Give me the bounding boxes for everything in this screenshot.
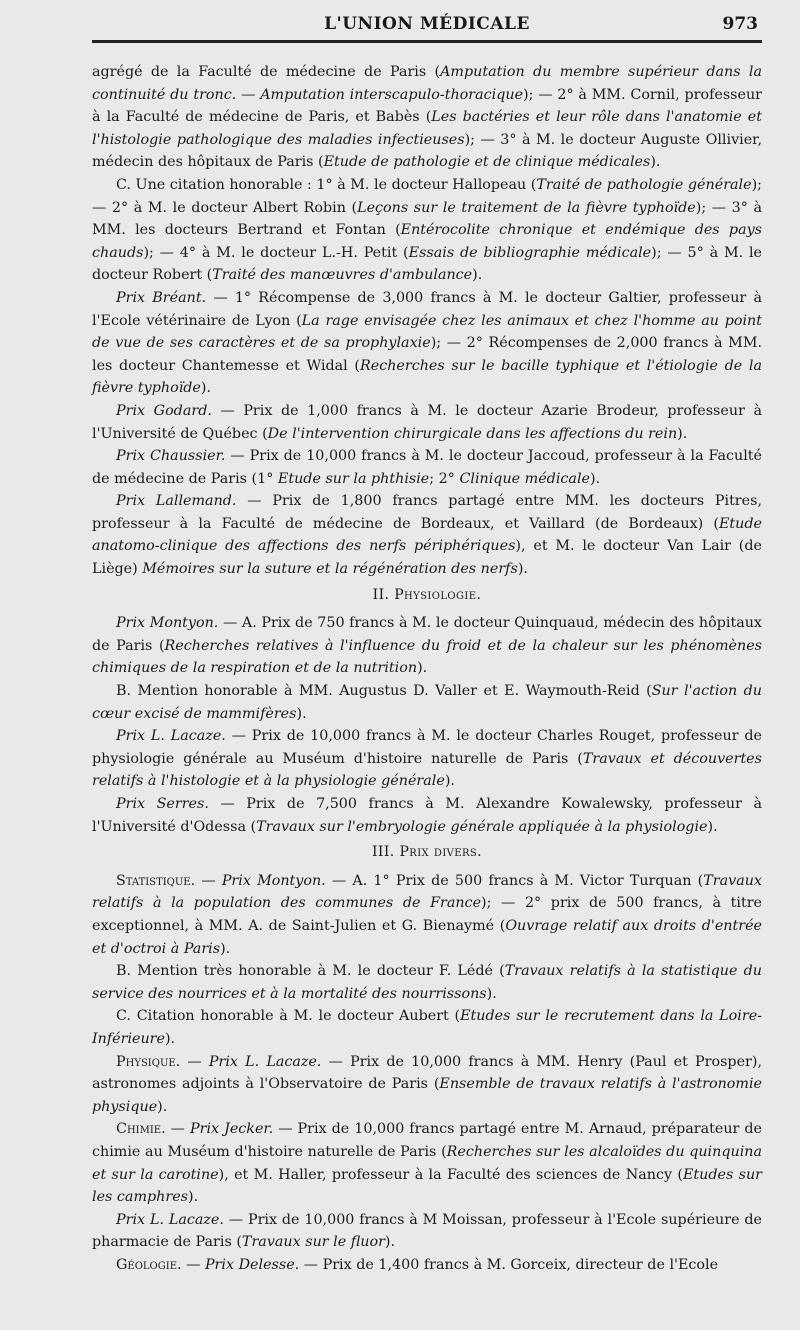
text-run: — Prix de 10,000 francs à M. le docteur Jaccoud, professeur à la Faculté de médecine de Paris (1° xyxy=(92,448,763,487)
running-header xyxy=(92,0,762,43)
italic-text: Travaux sur le fluor xyxy=(241,1234,385,1251)
text-run: ); — 4° à M. le docteur L.-H. Petit ( xyxy=(143,244,409,261)
paragraph xyxy=(92,174,762,287)
paragraph xyxy=(92,1118,762,1208)
text-run: ). xyxy=(486,985,497,1002)
text-run: ). xyxy=(707,818,718,835)
text-run: agrégé de la Faculté de médecine de Paris ( xyxy=(92,64,441,80)
smallcaps-text: II. Physiologie. xyxy=(372,586,482,603)
paragraph xyxy=(92,287,762,400)
italic-text: Prix Montyon. xyxy=(221,872,326,889)
text-run: C. Une citation honorable : 1° à M. le docteur Hallopeau ( xyxy=(116,176,537,193)
text-run: ). xyxy=(157,1098,168,1115)
text-run: ). xyxy=(650,154,661,171)
text-run: ). xyxy=(384,1234,396,1251)
italic-text: Traité des manœuvres d'ambulance xyxy=(212,267,473,284)
text-run: ); — 3° à M. le docteur Auguste Ollivier, médecin des hôpitaux de Paris ( xyxy=(92,131,762,171)
italic-text: Ouvrage relatif aux droits d'entrée et d'octroi à Paris xyxy=(92,917,762,957)
italic-text: Prix Lallemand. xyxy=(116,493,237,510)
text-run: ). xyxy=(164,1030,176,1047)
text-run: ). xyxy=(188,1189,199,1206)
italic-text: Travaux sur l'embryologie générale appliquée à la physiologie xyxy=(256,818,708,835)
text-run: — Prix de 10,000 francs à M Moissan, professeur à l'Ecole supérieure de pharmacie de Paris ( xyxy=(92,1211,762,1251)
italic-text: Prix L. Lacaze. xyxy=(208,1053,322,1070)
italic-text: Les bactéries et leur rôle dans l'anatomie et l'histologie pathologique des maladies infectieuses xyxy=(92,109,762,148)
paragraph xyxy=(92,1005,762,1050)
italic-text: La rage envisagée chez les animaux et chez l'homme au point de vue de ses caractères et de sa prophylaxie xyxy=(92,312,762,352)
text-run: ). xyxy=(472,267,483,284)
text-run: — Prix de 10,000 francs à MM. Henry (Paul et Prosper), astronomes adjoints à l'Observatoire de Paris ( xyxy=(92,1053,762,1093)
text-run: — Prix de 1,000 francs à M. le docteur Azarie Brodeur, professeur à l'Université de Québec ( xyxy=(92,402,762,442)
italic-text: Leçons sur le traitement de la fièvre typhoïde xyxy=(357,199,696,216)
paragraph xyxy=(92,1051,762,1119)
section-heading xyxy=(92,584,762,607)
smallcaps-text: Physique. xyxy=(116,1053,181,1070)
italic-text: Etude anatomo-clinique des affections des nerfs périphériques xyxy=(92,515,762,555)
paragraph xyxy=(92,400,762,445)
italic-text: Prix Bréant. xyxy=(116,289,207,306)
paragraph xyxy=(92,445,762,490)
italic-text: Travaux relatifs à la statistique du service des nourrices et à la mortalité des nourrissons xyxy=(92,963,762,1002)
text-run: ). xyxy=(200,380,212,397)
text-run: ). xyxy=(517,561,528,578)
italic-text: Etudes sur les camphres xyxy=(92,1166,762,1206)
text-run: — A. 1° Prix de 500 francs à M. Victor Turquan ( xyxy=(325,872,704,889)
text-run: B. Mention très honorable à M. le docteur F. Lédé ( xyxy=(116,963,505,980)
italic-text: Prix L. Lacaze. xyxy=(116,1211,224,1228)
text-run: ; 2° xyxy=(429,470,460,487)
text-run: — xyxy=(181,1256,205,1273)
italic-text: Prix Chaussier. xyxy=(116,448,226,465)
text-run: ). xyxy=(444,773,455,790)
paragraph xyxy=(92,793,762,838)
text-run: ). xyxy=(417,660,428,677)
italic-text: Recherches sur les alcaloïdes du quinquina et sur la carotine xyxy=(92,1143,762,1183)
text-run: ), et M. Haller, professeur à la Faculté des sciences de Nancy ( xyxy=(218,1166,683,1183)
paragraph xyxy=(92,870,762,960)
smallcaps-text: Statistique. xyxy=(116,872,196,889)
italic-text: Entérocolite chronique et endémique des pays chauds xyxy=(92,222,763,261)
text-run: — xyxy=(180,1053,209,1070)
text-run: — xyxy=(195,872,222,889)
text-run: — Prix de 7,500 francs à M. Alexandre Kowalewsky, professeur à l'Université d'Odessa ( xyxy=(92,796,762,835)
text-run: ); — 3° à MM. les docteurs Bertrand et Fontan ( xyxy=(92,199,763,239)
italic-text: Recherches sur le bacille typhique et l'étiologie de la fièvre typhoïde xyxy=(92,357,762,397)
italic-text: Traité de pathologie générale xyxy=(536,176,752,193)
italic-text: Prix Montyon. xyxy=(116,615,219,632)
text-run: — Prix de 10,000 francs partagé entre M. Arnaud, préparateur de chimie au Muséum d'histoire naturelle de Paris ( xyxy=(92,1121,762,1160)
italic-text: Prix Serres. xyxy=(116,796,209,812)
text-run: ); — 5° à M. le docteur Robert ( xyxy=(92,244,762,284)
text-run: ), et M. le docteur Van Lair (de Liège) xyxy=(92,538,762,578)
italic-text: Essais de bibliographie médicale xyxy=(408,244,652,261)
italic-text: Etude sur la phthisie xyxy=(277,470,430,487)
text-run: — A. Prix de 750 francs à M. le docteur Quinquaud, médecin des hôpitaux de Paris ( xyxy=(92,615,762,654)
text-run: ). xyxy=(589,470,601,487)
paragraph xyxy=(92,61,762,174)
paragraph xyxy=(92,725,762,793)
text-run: ); — 2° à M. le docteur Albert Robin ( xyxy=(92,176,762,216)
italic-text: Mémoires sur la suture et la régénération des nerfs xyxy=(142,561,518,578)
italic-text: Travaux relatifs à la population des communes de France xyxy=(92,872,762,912)
text-run: ); — 2° Récompenses de 2,000 francs à MM. les docteur Chantemesse et Widal ( xyxy=(92,335,762,374)
text-run: ). xyxy=(220,940,231,957)
text-run: — Prix de 1,400 francs à M. Gorceix, directeur de l'Ecole xyxy=(299,1256,719,1273)
paragraph xyxy=(92,960,762,1005)
article-body xyxy=(92,43,762,1276)
paragraph xyxy=(92,1254,762,1277)
smallcaps-text: III. Prix divers. xyxy=(371,844,483,861)
text-run: — xyxy=(165,1121,190,1138)
section-heading xyxy=(92,841,762,864)
text-run: — Prix de 10,000 francs à M. le docteur Charles Rouget, professeur de physiologie générale au Muséum d'histoire naturelle de Paris ( xyxy=(92,728,762,767)
italic-text: Prix Delesse. xyxy=(204,1256,300,1273)
text-run: ); — 2° à MM. Cornil, professeur à la Faculté de médecine de Paris, et Babès ( xyxy=(92,86,762,126)
text-run: — Prix de 1,800 francs partagé entre MM. les docteurs Pitres, professeur à la Faculté de médecine de Bordeaux, et Vaillard (de Bordeaux) ( xyxy=(92,493,762,532)
paragraph xyxy=(92,1209,762,1254)
italic-text: Recherches relatives à l'influence du froid et de la chaleur sur les phénomènes chimiques de la respiration et de la nutrition xyxy=(92,637,763,677)
text-run: C. Citation honorable à M. le docteur Aubert ( xyxy=(116,1008,461,1025)
paragraph xyxy=(92,490,762,580)
italic-text: Sur l'action du cœur excisé de mammifères xyxy=(92,683,763,722)
text-run: B. Mention honorable à MM. Augustus D. Valler et E. Waymouth-Reid ( xyxy=(116,683,652,700)
text-run: — 1° Récompense de 3,000 francs à M. le docteur Galtier, professeur à l'Ecole vétérinaire de Lyon ( xyxy=(92,289,762,329)
italic-text: Etudes sur le recrutement dans la Loire-Inférieure xyxy=(92,1008,762,1047)
smallcaps-text: Chimie. xyxy=(116,1121,166,1138)
italic-text: Prix L. Lacaze. xyxy=(116,728,226,745)
paragraph xyxy=(92,680,762,725)
text-run: ); — 2° prix de 500 francs, à titre exceptionnel, à MM. A. de Saint-Julien et G. Bienaymé ( xyxy=(92,895,762,934)
italic-text: Prix Godard. xyxy=(116,402,212,419)
italic-text: Prix Jecker. xyxy=(189,1121,274,1138)
running-title: L'UNION MÉDICALE xyxy=(324,14,530,34)
smallcaps-text: Géologie. xyxy=(116,1256,182,1273)
italic-text: Clinique médicale xyxy=(459,470,590,487)
italic-text: De l'intervention chirurgicale dans les affections du rein xyxy=(267,425,678,442)
text-run: ). xyxy=(296,705,307,722)
text-run: ). xyxy=(677,425,688,442)
page-number: 973 xyxy=(722,14,758,34)
paragraph xyxy=(92,612,762,680)
italic-text: Amputation du membre supérieur dans la continuité du tronc. — Amputation interscapulo-thoracique xyxy=(92,64,762,103)
italic-text: Ensemble de travaux relatifs à l'astronomie physique xyxy=(92,1076,763,1115)
italic-text: Travaux et découvertes relatifs à l'histologie et à la physiologie générale xyxy=(92,750,762,790)
italic-text: Etude de pathologie et de clinique médicales xyxy=(323,154,651,171)
